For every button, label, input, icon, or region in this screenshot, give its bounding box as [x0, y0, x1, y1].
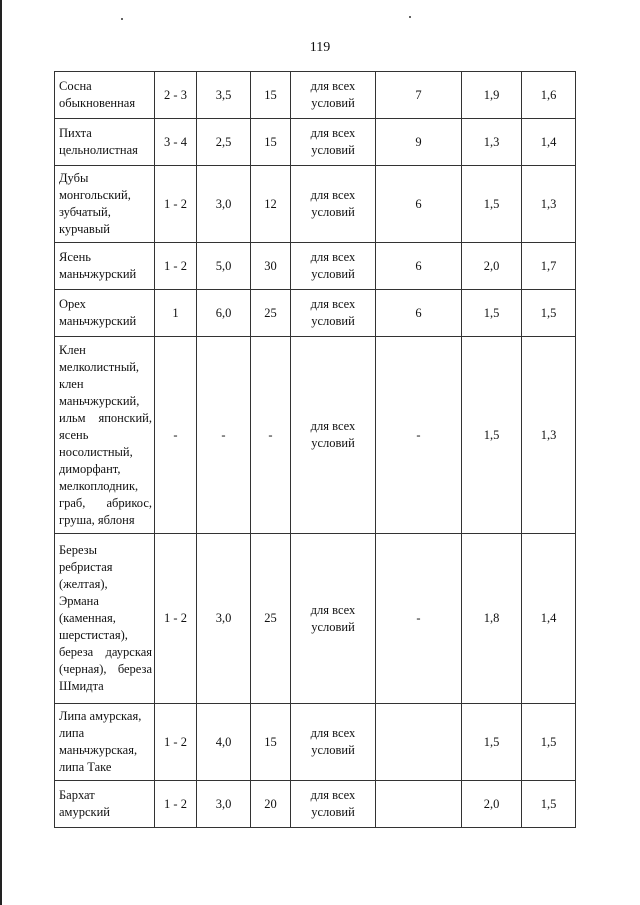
value-cell-1: 1 - 2: [155, 243, 197, 290]
table-row: [55, 166, 576, 243]
value-cell-6: 1,8: [462, 534, 522, 704]
value-cell-2: 3,0: [197, 781, 251, 828]
species-line: (каменная,: [59, 611, 116, 625]
species-cell: [55, 781, 155, 828]
table-row: [55, 290, 576, 337]
scan-speck: [121, 18, 123, 20]
conditions-line: условий: [311, 267, 355, 281]
conditions-line: для всех: [310, 297, 356, 311]
species-line: Сосна: [59, 79, 92, 93]
value-cell-2: 3,0: [197, 166, 251, 243]
species-cell: [55, 337, 155, 534]
table-row: [55, 781, 576, 828]
species-line: монгольский,: [59, 188, 131, 202]
value-cell-7: 1,3: [522, 166, 576, 243]
conditions-line: для всех: [310, 250, 356, 264]
species-line: Шмидта: [59, 679, 104, 693]
species-line: Ясень: [59, 250, 91, 264]
conditions-cell: [291, 243, 376, 290]
value-cell-6: 1,5: [462, 337, 522, 534]
conditions-cell: [291, 290, 376, 337]
species-line: груша, яблоня: [59, 512, 135, 527]
table-row: [55, 72, 576, 119]
value-cell-2: 2,5: [197, 119, 251, 166]
species-line: Эрмана: [59, 594, 99, 608]
value-cell-3: 15: [251, 704, 291, 781]
value-cell-7: 1,5: [522, 781, 576, 828]
species-line: клен: [59, 376, 84, 391]
value-cell-2: 6,0: [197, 290, 251, 337]
conditions-line: условий: [311, 96, 355, 110]
species-line: береза даурская: [59, 645, 152, 659]
value-cell-7: 1,5: [522, 704, 576, 781]
value-cell-6: 1,5: [462, 704, 522, 781]
species-cell: [55, 534, 155, 704]
conditions-line: условий: [311, 143, 355, 157]
species-line: Клен: [59, 342, 86, 357]
value-cell-2: -: [197, 337, 251, 534]
value-cell-7: 1,4: [522, 119, 576, 166]
value-cell-6: 1,5: [462, 290, 522, 337]
species-line: липа: [59, 726, 85, 740]
conditions-line: условий: [311, 619, 355, 634]
species-line: мелколистный,: [59, 359, 140, 374]
conditions-cell: [291, 534, 376, 704]
value-cell-6: 2,0: [462, 781, 522, 828]
conditions-line: для всех: [310, 602, 356, 617]
conditions-line: условий: [311, 205, 355, 219]
value-cell-3: -: [251, 337, 291, 534]
species-line: амурский: [59, 805, 110, 819]
conditions-line: для всех: [310, 788, 356, 802]
species-line: курчавый: [59, 222, 110, 236]
species-cell: [55, 704, 155, 781]
value-cell-5: [376, 704, 462, 781]
species-table: [54, 71, 576, 828]
value-cell-7: 1,3: [522, 337, 576, 534]
species-line: носолистный,: [59, 444, 133, 459]
value-cell-1: 2 - 3: [155, 72, 197, 119]
value-cell-2: 4,0: [197, 704, 251, 781]
table-row: [55, 119, 576, 166]
value-cell-1: 1 - 2: [155, 781, 197, 828]
value-cell-3: 12: [251, 166, 291, 243]
value-cell-2: 3,0: [197, 534, 251, 704]
value-cell-3: 20: [251, 781, 291, 828]
species-line: шерстистая),: [59, 628, 128, 642]
value-cell-5: 6: [376, 290, 462, 337]
value-cell-6: 1,9: [462, 72, 522, 119]
table-row: [55, 243, 576, 290]
scan-speck: [409, 16, 411, 18]
species-line: (желтая),: [59, 577, 108, 591]
species-line: обыкновенная: [59, 96, 136, 110]
conditions-cell: [291, 119, 376, 166]
conditions-line: для всех: [310, 419, 356, 433]
conditions-line: для всех: [310, 126, 356, 140]
species-line: мелкоплодник,: [59, 478, 139, 493]
conditions-line: условий: [311, 314, 355, 328]
species-line: ребристая: [59, 560, 113, 574]
value-cell-5: 6: [376, 243, 462, 290]
value-cell-6: 2,0: [462, 243, 522, 290]
value-cell-3: 15: [251, 119, 291, 166]
conditions-cell: [291, 72, 376, 119]
conditions-cell: [291, 704, 376, 781]
conditions-line: для всех: [310, 188, 356, 202]
species-line: маньчжурский: [59, 314, 137, 328]
conditions-line: для всех: [310, 79, 356, 93]
value-cell-3: 25: [251, 290, 291, 337]
conditions-cell: [291, 781, 376, 828]
conditions-cell: [291, 337, 376, 534]
species-cell: [55, 119, 155, 166]
value-cell-3: 30: [251, 243, 291, 290]
species-line: липа Таке: [59, 760, 112, 774]
value-cell-1: 3 - 4: [155, 119, 197, 166]
value-cell-1: 1: [155, 290, 197, 337]
species-line: ильм японский,: [59, 410, 152, 425]
species-line: маньчжурская,: [59, 743, 138, 757]
value-cell-7: 1,5: [522, 290, 576, 337]
conditions-line: условий: [311, 436, 355, 450]
table-row: [55, 337, 576, 534]
species-line: Березы: [59, 543, 98, 557]
species-cell: [55, 166, 155, 243]
species-line: граб, абрикос,: [59, 495, 152, 510]
page-number: 119: [309, 40, 331, 55]
species-cell: [55, 72, 155, 119]
value-cell-3: 15: [251, 72, 291, 119]
value-cell-7: 1,7: [522, 243, 576, 290]
value-cell-7: 1,6: [522, 72, 576, 119]
value-cell-5: -: [376, 337, 462, 534]
value-cell-2: 3,5: [197, 72, 251, 119]
species-line: маньчжурский: [59, 267, 137, 281]
species-line: Липа амурская,: [59, 709, 142, 723]
conditions-cell: [291, 166, 376, 243]
species-line: маньчжурский,: [59, 393, 140, 408]
value-cell-1: 1 - 2: [155, 704, 197, 781]
value-cell-1: 1 - 2: [155, 534, 197, 704]
conditions-line: для всех: [310, 726, 356, 740]
species-line: Дубы: [59, 171, 89, 185]
species-line: (черная), береза: [59, 662, 152, 676]
value-cell-5: [376, 781, 462, 828]
value-cell-7: 1,4: [522, 534, 576, 704]
value-cell-6: 1,5: [462, 166, 522, 243]
species-line: ясень: [59, 427, 89, 442]
species-line: цельнолистная: [59, 143, 138, 157]
value-cell-1: 1 - 2: [155, 166, 197, 243]
value-cell-5: -: [376, 534, 462, 704]
table-row: [55, 534, 576, 704]
species-line: Пихта: [59, 126, 92, 140]
page-left-border: [0, 0, 2, 905]
species-cell: [55, 290, 155, 337]
value-cell-3: 25: [251, 534, 291, 704]
conditions-line: условий: [311, 743, 355, 757]
value-cell-6: 1,3: [462, 119, 522, 166]
value-cell-2: 5,0: [197, 243, 251, 290]
table-row: [55, 704, 576, 781]
value-cell-5: 9: [376, 119, 462, 166]
species-line: зубчатый,: [59, 205, 111, 219]
species-line: диморфант,: [59, 461, 121, 476]
conditions-line: условий: [311, 805, 355, 819]
value-cell-5: 6: [376, 166, 462, 243]
species-line: Бархат: [59, 788, 95, 802]
value-cell-5: 7: [376, 72, 462, 119]
species-cell: [55, 243, 155, 290]
value-cell-1: -: [155, 337, 197, 534]
species-line: Орех: [59, 297, 86, 311]
